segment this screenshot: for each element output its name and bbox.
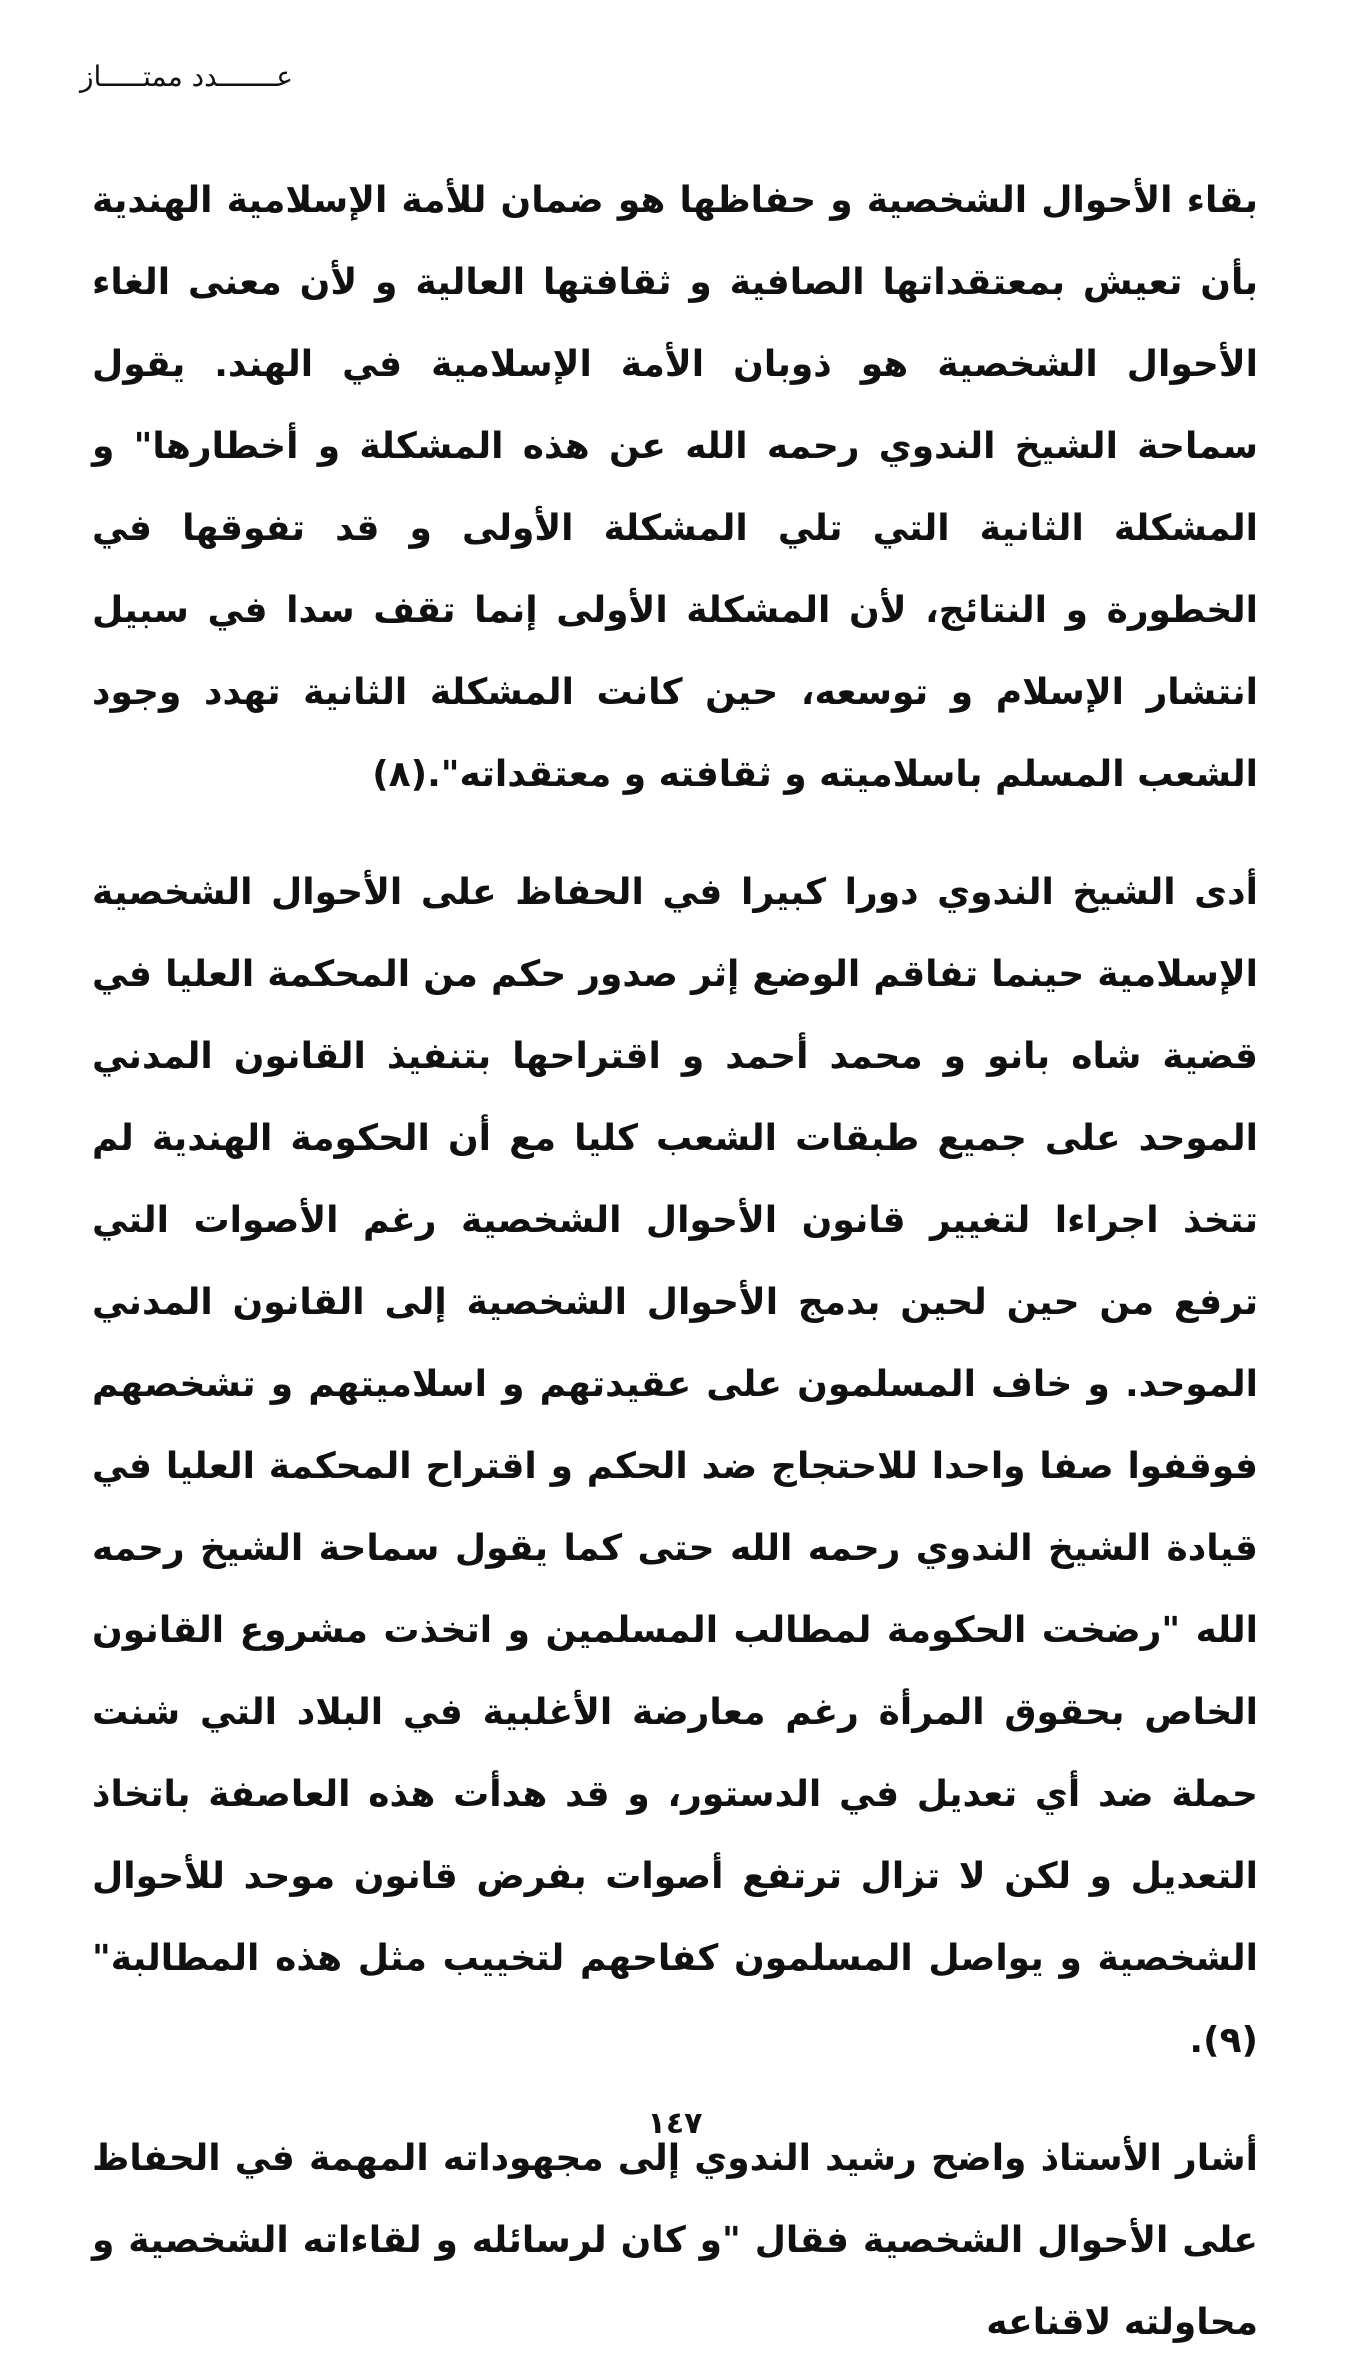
paragraph-2: أدى الشيخ الندوي دورا كبيرا في الحفاظ على الأحوال الشخصية الإسلامية حينما تفاقم الوضع إثر صدور حكم من المحكمة العليا في قضية شاه بانو و محمد أحمد و اقتراحها بتنفيذ القانون المدني الموحد على جميع طبقات الشعب كليا مع أن الحكومة الهندية لم تتخذ اجراءا لتغيير قانون الأحوال الشخصية رغم الأصوات التي ترفع من حين لحين بدمج الأحوال الشخصية إلى القانون المدني الموحد. و خاف المسلمون على عقيدتهم و اسلاميتهم و تشخصهم فوقفوا صفا واحدا للاحتجاج ضد الحكم و اقتراح المحكمة العليا في قيادة الشيخ الندوي رحمه الله حتى كما يقول سماحة الشيخ رحمه الله "رضخت الحكومة لمطالب المسلمين و اتخذت مشروع القانون الخاص بحقوق المرأة رغم معارضة الأغلبية في البلاد التي شنت حملة ضد أي تعديل في الدستور، و قد هدأت هذه العاصفة باتخاذ التعديل و لكن لا تزال ترتفع أصوات بفرض قانون موحد للأحوال الشخصية و يواصل المسلمون كفاحهم لتخييب مثل هذه المطالبة"(٩). xyxy=(92,872,1258,2061)
running-header: عـــــــدد ممتـــــاز xyxy=(80,60,293,93)
body-text xyxy=(92,160,1258,2364)
page-number: ١٤٧ xyxy=(647,2106,703,2141)
paragraph-3: أشار الأستاذ واضح رشيد الندوي إلى مجهوداته المهمة في الحفاظ على الأحوال الشخصية فقال "و كان لرسائله و لقاءاته الشخصية و محاولته لاقناعه xyxy=(92,2138,1258,2343)
paragraph-1: بقاء الأحوال الشخصية و حفاظها هو ضمان للأمة الإسلامية الهندية بأن تعيش بمعتقداتها الصافية و ثقافتها العالية و لأن معنى الغاء الأحوال الشخصية هو ذوبان الأمة الإسلامية في الهند. يقول سماحة الشيخ الندوي رحمه الله عن هذه المشكلة و أخطارها" و المشكلة الثانية التي تلي المشكلة الأولى و قد تفوقها في الخطورة و النتائج، لأن المشكلة الأولى إنما تقف سدا في سبيل انتشار الإسلام و توسعه، حين كانت المشكلة الثانية تهدد وجود الشعب المسلم باسلاميته و ثقافته و معتقداته".(٨) xyxy=(92,180,1258,795)
